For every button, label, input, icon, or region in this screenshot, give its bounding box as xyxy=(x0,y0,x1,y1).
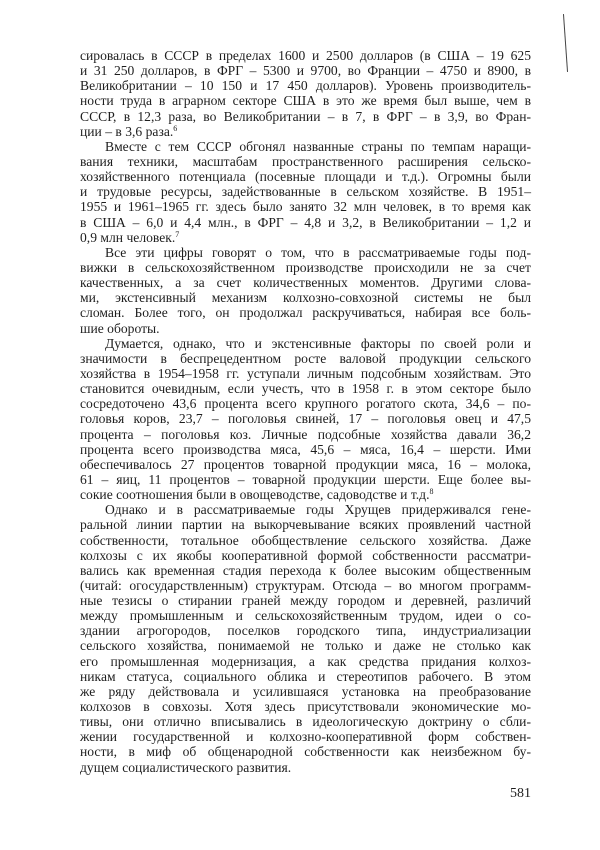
line-text: Великобритании – 10 150 и 17 450 долларов). Уровень производитель- xyxy=(80,78,531,94)
text-line xyxy=(80,502,531,517)
text-line xyxy=(80,381,531,396)
line-text: жении государственной и колхозно-кооперативной форм собствен- xyxy=(80,729,531,745)
text-line xyxy=(80,260,531,275)
line-text: и трудовые ресурсы, задействованные в сельском хозяйстве. В 1951– xyxy=(80,184,531,200)
text-line xyxy=(80,487,531,502)
text-line xyxy=(80,623,531,638)
text-line xyxy=(80,638,531,653)
text-line xyxy=(80,457,531,472)
text-line xyxy=(80,548,531,563)
page-number: 581 xyxy=(510,786,531,801)
text-line xyxy=(80,608,531,623)
paragraph xyxy=(80,139,531,245)
line-text: Думается, однако, что и экстенсивные факторы по своей роли и xyxy=(105,335,531,351)
line-text: обеспечивалось 27 процентов товарной продукции мяса, 16 – молока, xyxy=(80,456,531,472)
line-text: между промышленным и сельскохозяйственным трудом, идеи о со- xyxy=(80,608,531,624)
text-line xyxy=(80,517,531,532)
text-line xyxy=(80,63,531,78)
text-line xyxy=(80,245,531,260)
text-line xyxy=(80,230,531,245)
line-text: процента – поголовья коз. Личные подсобные хозяйства давали 36,2 xyxy=(80,426,531,442)
text-line xyxy=(80,305,531,320)
line-text: становится очевидным, если учесть, что в 1958 г. в этом секторе было xyxy=(80,381,531,397)
line-text: ции – в 3,6 раза. xyxy=(80,123,174,139)
text-line xyxy=(80,396,531,411)
line-text: вания техники, масштабам пространственного расширения сельско- xyxy=(80,153,531,169)
footnote-marker: 6 xyxy=(173,123,178,133)
line-text: ральной линии партии на выкорчевывание всяких проявлений частной xyxy=(80,517,531,533)
line-text: колхозы с их якобы кооперативной формой собственности рассматри- xyxy=(80,547,531,563)
text-line xyxy=(80,669,531,684)
text-line xyxy=(80,154,531,169)
line-text: его промышленная модернизация, а как средства придания колхоз- xyxy=(80,653,531,669)
line-text: значимости в беспрецедентном росте валовой продукции сельского xyxy=(80,350,531,366)
text-line xyxy=(80,729,531,744)
text-line xyxy=(80,351,531,366)
text-line xyxy=(80,184,531,199)
text-line xyxy=(80,199,531,214)
text-line xyxy=(80,760,531,775)
line-text: Все эти цифры говорят о том, что в рассматриваемые годы под- xyxy=(105,244,531,260)
text-line xyxy=(80,427,531,442)
line-text: хозяйственного потенциала (посевные площади и т.д.). Огромны были xyxy=(80,169,531,185)
line-text: качественных, а за счет количественных моментов. Другими слова- xyxy=(80,275,531,291)
text-line xyxy=(80,533,531,548)
paragraph xyxy=(80,336,531,503)
line-text: сломан. Более того, он продолжал раскручиваться, набирая все боль- xyxy=(80,305,531,321)
line-text: никам статуса, социального облика и стереотипов рабочего. В этом xyxy=(80,668,531,684)
footnote-marker: 7 xyxy=(175,229,180,239)
line-text: (читай: огосударствленным) структурам. Отсюда – во многом программ- xyxy=(80,577,531,593)
line-text: здании агрогородов, поселков городского типа, индустриализации xyxy=(80,623,531,639)
text-line xyxy=(80,593,531,608)
text-line xyxy=(80,472,531,487)
text-line xyxy=(80,442,531,457)
line-text: же ряду действовала и усилившаяся установка на преобразование xyxy=(80,683,531,699)
text-line xyxy=(80,275,531,290)
line-text: ные тезисы о стирании граней между городом и деревней, различий xyxy=(80,593,531,609)
line-text: Вместе с тем СССР обгонял названные страны по темпам наращи- xyxy=(105,138,531,154)
line-text: ности труда в аграрном секторе США в это же время был выше, чем в xyxy=(80,93,531,109)
text-line xyxy=(80,684,531,699)
line-text: вижки в сельскохозяйственном производстве происходили не за счет xyxy=(80,259,531,275)
paragraph xyxy=(80,502,531,775)
margin-mark xyxy=(563,14,568,72)
line-text: сосредоточено 43,6 процента всего крупного рогатого скота, 34,6 – по- xyxy=(80,396,531,412)
text-line xyxy=(80,48,531,63)
text-line xyxy=(80,124,531,139)
line-text: собственности, тотальное обобществление сельского хозяйства. Даже xyxy=(80,532,531,548)
paragraph xyxy=(80,48,531,139)
line-text: Однако и в рассматриваемые годы Хрущев придерживался гене- xyxy=(105,502,531,518)
line-text: 61 – яиц, 11 процентов – товарной продукции шерсти. Еще более вы- xyxy=(80,471,531,487)
text-line xyxy=(80,290,531,305)
line-text: 0,9 млн человек. xyxy=(80,229,176,245)
text-line xyxy=(80,563,531,578)
line-text: сировалась в СССР в пределах 1600 и 2500 долларов (в США – 19 625 xyxy=(80,48,531,63)
text-line xyxy=(80,169,531,184)
line-text: процента всего производства мяса, 45,6 – мяса, 16,4 – шерсти. Ими xyxy=(80,441,531,457)
text-line xyxy=(80,109,531,124)
line-text: СССР, в 12,3 раза, во Великобритании – в 7, в ФРГ – в 3,9, во Фран- xyxy=(80,108,531,124)
line-text: и 31 250 долларов, в ФРГ – 5300 и 9700, во Франции – 4750 и 8900, в xyxy=(80,63,531,79)
line-text: 1955 и 1961–1965 гг. здесь было занято 32 млн человек, в то время как xyxy=(80,199,531,215)
paragraph xyxy=(80,245,531,336)
text-line xyxy=(80,215,531,230)
line-text: в США – 6,0 и 4,4 млн., в ФРГ – 4,8 и 3,2, в Великобритании – 1,2 и xyxy=(80,214,531,230)
text-line xyxy=(80,366,531,381)
line-text: сельского хозяйства, понимаемой не только и даже не столько как xyxy=(80,638,531,654)
text-line xyxy=(80,78,531,93)
line-text: ми, экстенсивный механизм колхозно-совхозной системы не был xyxy=(80,290,531,306)
line-text: хозяйства в 1954–1958 гг. уступали личным подсобным хозяйствам. Это xyxy=(80,365,531,381)
text-line xyxy=(80,321,531,336)
line-text: тивы, они отлично вписывались в идеологическую доктрину о сбли- xyxy=(80,714,531,730)
line-text: колхозов в совхозы. Хотя здесь присутствовали экономические мо- xyxy=(80,699,531,715)
text-line xyxy=(80,336,531,351)
text-line xyxy=(80,714,531,729)
text-line xyxy=(80,699,531,714)
text-line xyxy=(80,411,531,426)
text-line xyxy=(80,654,531,669)
line-text: вались как временная стадия перехода к более высоким общественным xyxy=(80,562,531,578)
text-line xyxy=(80,93,531,108)
line-text: сокие соотношения были в овощеводстве, садоводстве и т.д. xyxy=(80,487,430,503)
line-text: шие обороты. xyxy=(80,320,160,336)
line-text: головья коров, 23,7 – поголовья свиней, 17 – поголовья овец и 47,5 xyxy=(80,411,531,427)
page-body-text xyxy=(80,48,531,775)
line-text: ности, в миф об общенародной собственности как неизбежном бу- xyxy=(80,744,531,760)
footnote-marker: 8 xyxy=(429,487,434,497)
text-line xyxy=(80,578,531,593)
text-line xyxy=(80,744,531,759)
line-text: дущем социалистического развития. xyxy=(80,759,292,775)
text-line xyxy=(80,139,531,154)
